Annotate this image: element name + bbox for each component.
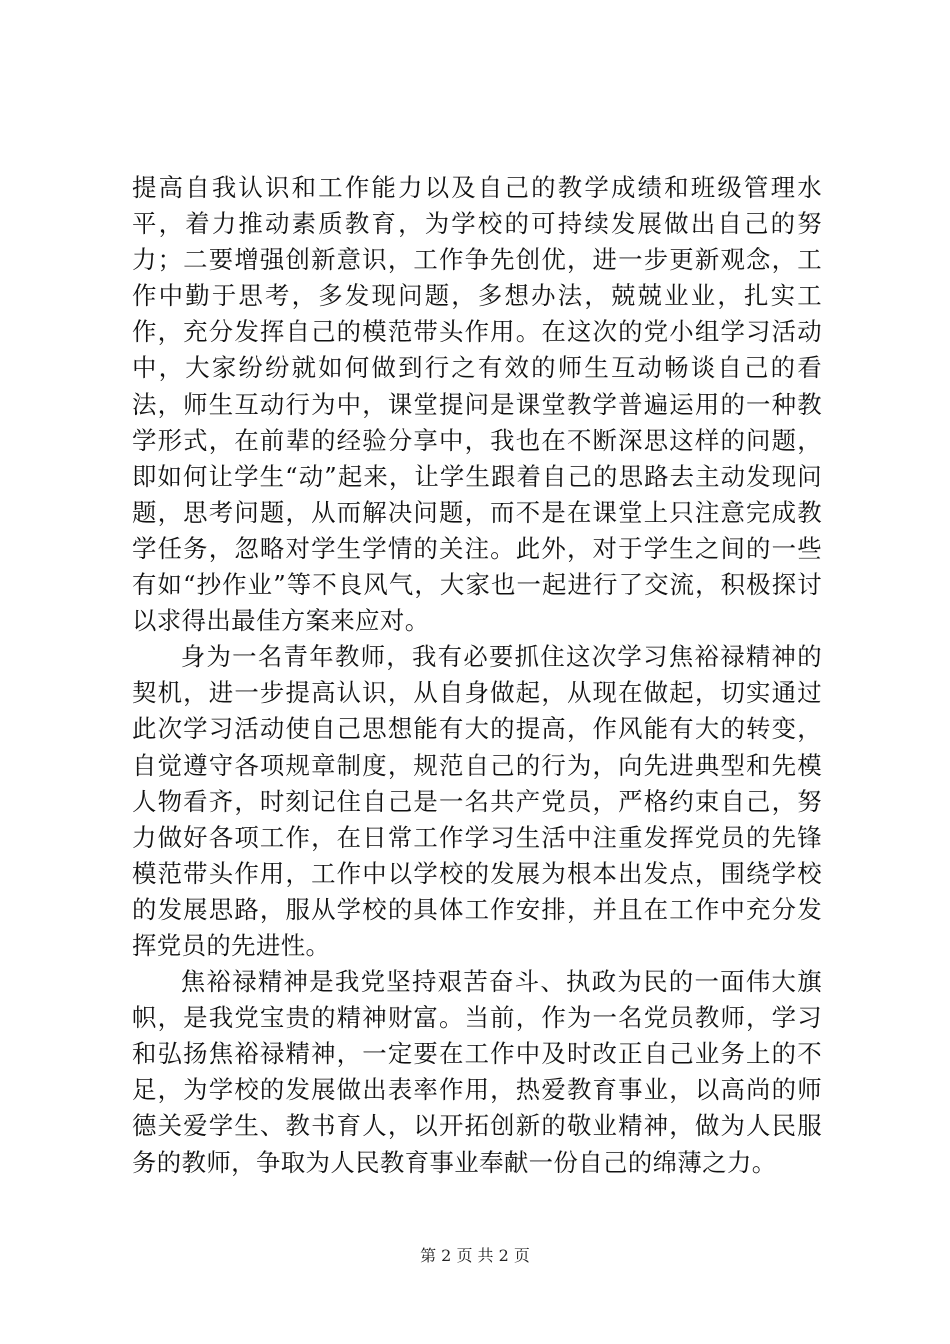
- document-body: [132, 170, 822, 1181]
- paragraph-jiao-yulu-spirit: 焦裕禄精神是我党坚持艰苦奋斗、执政为民的一面伟大旗帜，是我党宝贵的精神财富。当前，作为一名党员教师，学习和弘扬焦裕禄精神，一定要在工作中及时改正自己业务上的不足，为学校的发展做出表率作用，热爱教育事业，以高尚的师德关爱学生、教书育人，以开拓创新的敬业精神，做为人民服务的教师，争取为人民教育事业奉献一份自己的绵薄之力。: [132, 967, 822, 1177]
- page-number-footer: 第 2 页 共 2 页: [420, 1246, 530, 1265]
- paragraph-continuation: 提高自我认识和工作能力以及自己的教学成绩和班级管理水平，着力推动素质教育，为学校的可持续发展做出自己的努力；二要增强创新意识，工作争先创优，进一步更新观念，工作中勤于思考，多发现问题，多想办法，兢兢业业，扎实工作，充分发挥自己的模范带头作用。在这次的党小组学习活动中，大家纷纷就如何做到行之有效的师生互动畅谈自己的看法，师生互动行为中，课堂提问是课堂教学普遍运用的一种教学形式，在前辈的经验分享中，我也在不断深思这样的问题，即如何让学生“动”起来，让学生跟着自己的思路去主动发现问题，思考问题，从而解决问题，而不是在课堂上只注意完成教学任务，忽略对学生学情的关注。此外，对于学生之间的一些有如“抄作业”等不良风气，大家也一起进行了交流，积极探讨以求得出最佳方案来应对。: [132, 173, 822, 636]
- paragraph-young-teacher: 身为一名青年教师，我有必要抓住这次学习焦裕禄精神的契机，进一步提高认识，从自身做起，从现在做起，切实通过此次学习活动使自己思想能有大的提高，作风能有大的转变，自觉遵守各项规章制度，规范自己的行为，向先进典型和先模人物看齐，时刻记住自己是一名共产党员，严格约束自己，努力做好各项工作，在日常工作学习生活中注重发挥党员的先锋模范带头作用，工作中以学校的发展为根本出发点，围绕学校的发展思路，服从学校的具体工作安排，并且在工作中充分发挥党员的先进性。: [132, 642, 822, 960]
